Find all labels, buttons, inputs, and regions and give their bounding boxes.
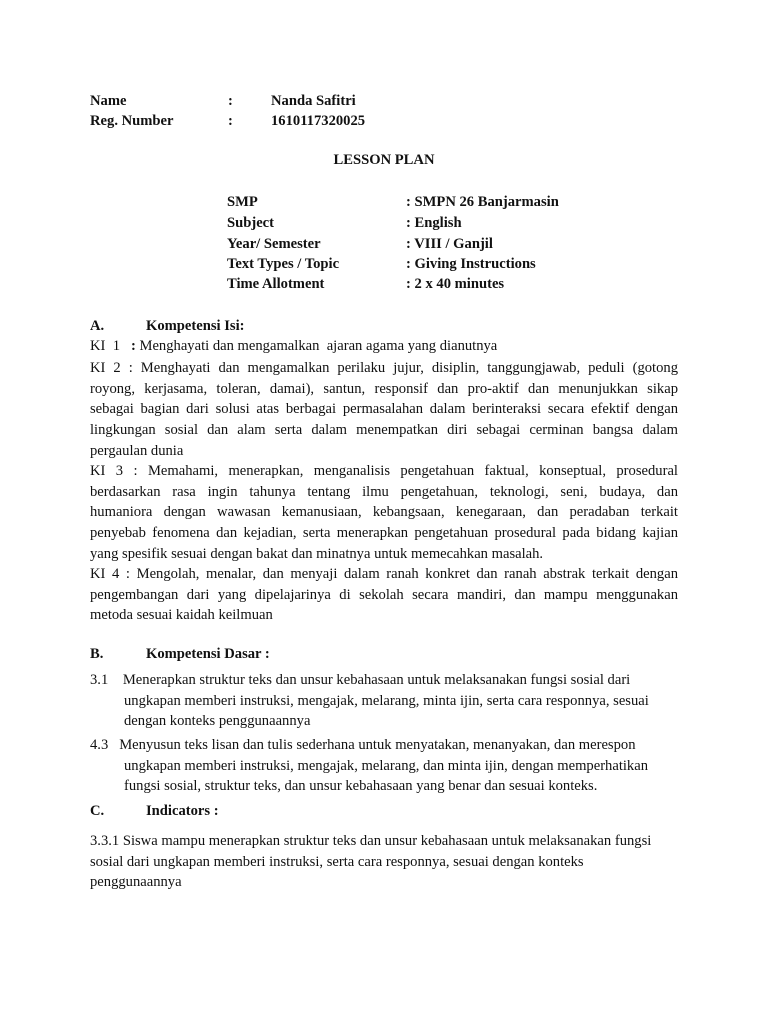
indicator-item-3-3-1 [90, 831, 678, 893]
ki2-line: royong, kerjasama, toleran, damai), santun, responsif dan pro-aktif dan menunjukkan sikap [90, 380, 678, 397]
ki3-line: humaniora dengan wawasan kemanusiaan, kebangsaan, kenegaraan, dan peradaban terkait [90, 504, 678, 521]
ki4-paragraph [90, 564, 678, 626]
ki3-line: yang spesifik sesuai dengan bakat dan minatnya untuk memecahkan masalah. [90, 545, 544, 562]
ki2-paragraph [90, 358, 678, 461]
ki2-line: lingkungan sosial dan alam serta dalam menempatkan diri sebagai cerminan bangsa dalam [90, 422, 678, 439]
name-value: Nanda Safitri [271, 93, 356, 109]
ki1-colon: : [130, 338, 136, 354]
ki2-line: sebagai bagian dari solusi atas berbagai permasalahan dalam berinteraksi secara efektif dengan [90, 401, 678, 418]
reg-number-value: 1610117320025 [271, 113, 366, 129]
ki3-line: berdasarkan rasa ingin tahunya tentang ilmu pengetahuan, teknologi, seni, budaya, dan [90, 483, 678, 500]
page-title: LESSON PLAN [333, 152, 435, 168]
kd-item-4-3 [90, 735, 678, 797]
ki1-prefix: KI 1 [90, 338, 131, 354]
identity-value-year-semester: : VIII / Ganjil [406, 236, 493, 252]
ki1-text: Menghayati dan mengamalkan ajaran agama yang dianutnya [135, 338, 498, 354]
ki3-line: penyebab fenomena dan kejadian, serta menerapkan pengetahuan prosedural pada bidang kajian [90, 525, 678, 542]
ki3-line: KI 3 : Memahami, menerapkan, menganalisis pengetahuan faktual, konseptual, prosedural [90, 463, 678, 479]
identity-label-smp: SMP [227, 194, 258, 210]
kd-item-3-1 [90, 670, 678, 732]
section-b-title: Kompetensi Dasar : [146, 646, 270, 662]
section-a-title: Kompetensi Isi: [146, 318, 245, 334]
section-a-letter: A. [90, 318, 105, 334]
indicator-line: penggunaannya [90, 874, 182, 891]
ki4-line: metoda sesuai kaidah keilmuan [90, 607, 273, 624]
kd-line: ungkapan memberi instruksi, mengajak, melarang, minta ijin, serta cara responnya, sesuai [124, 692, 649, 709]
ki2-line: pergaulan dunia [90, 442, 184, 459]
identity-label-text-type: Text Types / Topic [227, 256, 340, 272]
identity-value-subject: : English [406, 215, 462, 231]
indicator-line: sosial dari ungkapan memberi instruksi, serta cara responnya, sesuai dengan konteks [90, 853, 584, 870]
kd-line: ungkapan memberi instruksi, mengajak, melarang, dan minta ijin, dengan memperhatikan [124, 757, 649, 774]
ki3-paragraph [90, 461, 678, 564]
section-c-title: Indicators : [146, 803, 219, 819]
name-label: Name [90, 93, 127, 109]
identity-value-smp: : SMPN 26 Banjarmasin [406, 194, 559, 210]
kd-line: 3.1 Menerapkan struktur teks dan unsur kebahasaan untuk melaksanakan fungsi sosial dari [90, 672, 631, 688]
name-colon: : [228, 93, 233, 109]
kd-line: fungsi sosial, struktur teks, dan unsur kebahasaan yang benar dan sesuai konteks. [124, 778, 598, 795]
indicator-line: 3.3.1 Siswa mampu menerapkan struktur teks dan unsur kebahasaan untuk melaksanakan fungsi [90, 833, 652, 849]
ki2-line: KI 2 : Menghayati dan mengamalkan perilaku jujur, disiplin, tanggungjawab, peduli (gotong [90, 360, 678, 376]
section-b-letter: B. [90, 646, 104, 662]
identity-label-year-semester: Year/ Semester [227, 236, 321, 252]
section-c-letter: C. [90, 803, 105, 819]
ki1-line [90, 338, 497, 355]
identity-label-time-allotment: Time Allotment [227, 276, 325, 292]
ki4-line: pengembangan dari yang dipelajarinya di sekolah secara mandiri, dan mampu menggunakan [90, 586, 678, 603]
reg-number-colon: : [228, 113, 233, 129]
identity-value-time-allotment: : 2 x 40 minutes [406, 276, 505, 292]
identity-label-subject: Subject [227, 215, 275, 231]
kd-line: 4.3 Menyusun teks lisan dan tulis sederhana untuk menyatakan, menanyakan, dan merespon [90, 737, 636, 753]
ki4-line: KI 4 : Mengolah, menalar, dan menyaji dalam ranah konkret dan ranah abstrak terkait dengan [90, 566, 678, 582]
identity-value-text-type: : Giving Instructions [406, 256, 536, 272]
kd-line: dengan konteks penggunaannya [124, 713, 311, 730]
reg-number-label: Reg. Number [90, 113, 174, 129]
